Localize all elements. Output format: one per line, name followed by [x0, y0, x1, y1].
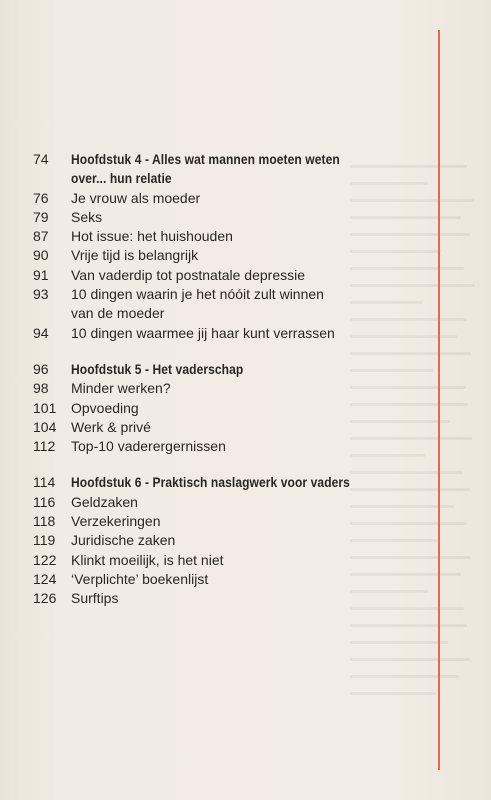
toc-entry: [33, 208, 423, 227]
entry-title: Je vrouw als moeder: [71, 189, 201, 206]
page-number: 118: [33, 513, 56, 530]
entry-title: Surftips: [71, 590, 119, 607]
page-number: 90: [33, 247, 49, 264]
toc-section-hoofdstuk-6: [33, 473, 423, 608]
page-number: 112: [33, 438, 56, 455]
page-number: 122: [33, 551, 57, 568]
entry-title: Vrije tijd is belangrijk: [71, 247, 199, 264]
page-number: 119: [33, 532, 56, 549]
table-of-contents: [33, 150, 423, 626]
entry-title: Geldzaken: [71, 493, 138, 510]
entry-title: Juridische zaken: [71, 532, 176, 549]
toc-entry: [33, 551, 423, 570]
entry-title: Van vaderdip tot postnatale depressie: [71, 266, 306, 283]
page-number: 114: [33, 474, 56, 491]
toc-entry: [33, 379, 423, 398]
entry-title: Hot issue: het huishouden: [71, 228, 233, 245]
entry-title: Werk & privé: [71, 418, 151, 435]
page-number: 116: [33, 493, 56, 510]
page-number: 91: [33, 266, 49, 283]
toc-heading: [33, 360, 423, 379]
page-number: 76: [33, 189, 49, 206]
page-number: 79: [33, 208, 49, 225]
margin-rule: [438, 30, 440, 770]
entry-title: 10 dingen waarmee jij haar kunt verrassen: [71, 324, 335, 341]
entry-title: Opvoeding: [71, 399, 139, 416]
toc-entry: [33, 227, 423, 246]
toc-entry: [33, 589, 423, 608]
page-number: 98: [33, 380, 49, 397]
toc-entry: [33, 512, 423, 531]
toc-section-hoofdstuk-5: [33, 360, 423, 456]
page-number: 101: [33, 399, 57, 416]
toc-heading: [33, 150, 423, 189]
toc-entry: [33, 266, 423, 285]
toc-entry: [33, 189, 423, 208]
chapter-title: Hoofdstuk 4 - Alles wat mannen moeten weten over... hun relatie: [71, 151, 340, 187]
page-number: 126: [33, 590, 57, 607]
entry-title: Verzekeringen: [71, 513, 161, 530]
entry-title: Minder werken?: [71, 380, 171, 397]
page-number: 74: [33, 151, 49, 167]
page-number: 87: [33, 228, 49, 245]
page-number: 94: [33, 324, 49, 341]
page-number: 96: [33, 360, 49, 377]
entry-title: ‘Verplichte’ boekenlijst: [71, 570, 209, 587]
entry-title: Top-10 vaderergernissen: [71, 438, 226, 455]
page-number: 104: [33, 418, 57, 435]
toc-entry: [33, 246, 423, 265]
toc-entry: [33, 493, 423, 512]
toc-entry: [33, 324, 423, 343]
chapter-title: Hoofdstuk 5 - Het vaderschap: [71, 360, 244, 377]
entry-title: Seks: [71, 208, 103, 225]
toc-entry: [33, 531, 423, 550]
toc-section-hoofdstuk-4: [33, 150, 423, 343]
page-number: 124: [33, 570, 57, 587]
entry-title: 10 dingen waarin je het nóóit zult winnen van de moeder: [71, 286, 324, 322]
entry-title: Klinkt moeilijk, is het niet: [71, 551, 224, 568]
toc-entry: [33, 437, 423, 456]
toc-entry: [33, 285, 423, 324]
chapter-title: Hoofdstuk 6 - Praktisch naslagwerk voor vaders: [71, 474, 350, 491]
toc-entry: [33, 418, 423, 437]
page-number: 93: [33, 286, 49, 303]
toc-heading: [33, 473, 423, 492]
toc-entry: [33, 570, 423, 589]
toc-entry: [33, 399, 423, 418]
